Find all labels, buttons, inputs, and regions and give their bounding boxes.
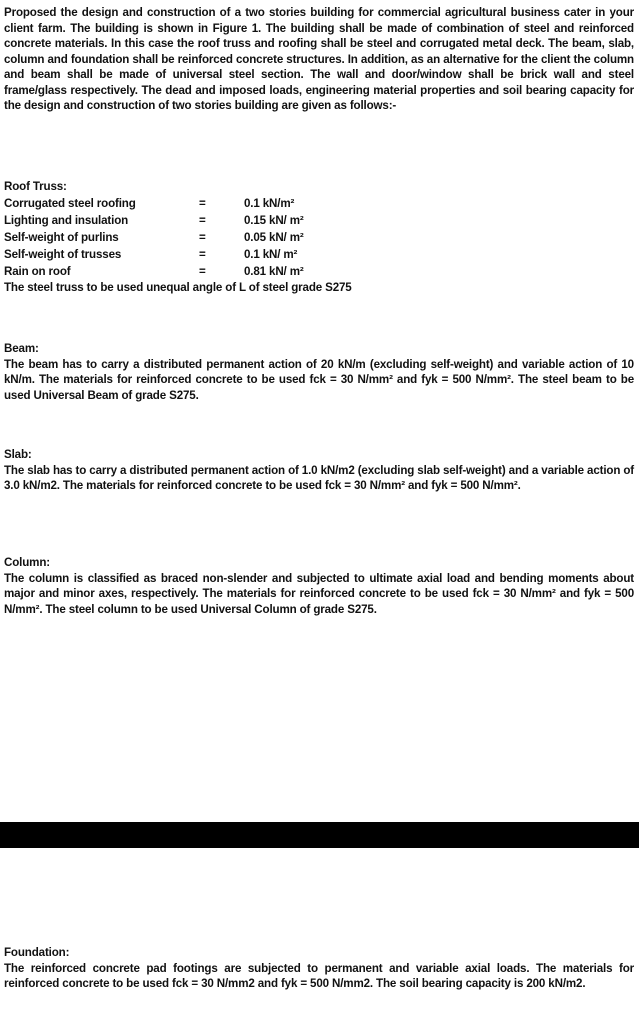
load-row xyxy=(4,212,634,229)
beam-section xyxy=(4,341,634,403)
load-value: 0.1 kN/m² xyxy=(244,196,295,210)
equals-sign: = xyxy=(199,213,206,227)
column-heading: Column: xyxy=(4,556,50,569)
roof-truss-section xyxy=(4,179,634,295)
load-name: Self-weight of trusses xyxy=(4,247,122,261)
foundation-heading: Foundation: xyxy=(4,946,70,959)
beam-text: The beam has to carry a distributed permanent action of 20 kN/m (excluding self-weight) and variable action of 10 kN/m. The materials for reinforced concrete to be used fck = 30 N/mm² and fyk = 500 N/mm². The steel beam to be used Universal Beam of grade S275. xyxy=(4,357,634,402)
load-value: 0.1 kN/ m² xyxy=(244,247,298,261)
load-row xyxy=(4,195,634,212)
slab-section xyxy=(4,447,634,494)
intro-paragraph: Proposed the design and construction of a two stories building for commercial agricultural business cater in your client farm. The building is shown in Figure 1. The building shall be made of combination of steel and reinforced concrete materials. In this case the roof truss and roofing shall be steel and corrugated metal deck. The beam, slab, column and foundation shall be reinforced concrete structures. In addition, as an alternative for the client the column and beam shall be made of universal steel section. The wall and door/window shall be brick wall and steel frame/glass respectively. The dead and imposed loads, engineering material properties and soil bearing capacity for the design and construction of two stories building are given as follows:- xyxy=(4,6,634,112)
load-row xyxy=(4,246,634,263)
column-section xyxy=(4,555,634,617)
black-divider-band xyxy=(0,822,639,848)
load-value: 0.15 kN/ m² xyxy=(244,213,304,227)
roof-truss-note: The steel truss to be used unequal angle of L of steel grade S275 xyxy=(4,280,352,294)
slab-heading: Slab: xyxy=(4,448,32,461)
load-value: 0.05 kN/ m² xyxy=(244,230,304,244)
equals-sign: = xyxy=(199,264,206,278)
equals-sign: = xyxy=(199,230,206,244)
slab-text: The slab has to carry a distributed permanent action of 1.0 kN/m2 (excluding slab self-weight) and a variable action of 3.0 kN/m2. The materials for reinforced concrete to be used fck = 30 N/mm² and fyk = 500 N/mm². xyxy=(4,463,634,492)
load-name: Rain on roof xyxy=(4,264,71,278)
equals-sign: = xyxy=(199,196,206,210)
foundation-section xyxy=(4,945,634,992)
equals-sign: = xyxy=(199,247,206,261)
load-row xyxy=(4,263,634,280)
load-name: Lighting and insulation xyxy=(4,213,129,227)
load-name: Self-weight of purlins xyxy=(4,230,119,244)
column-text: The column is classified as braced non-slender and subjected to ultimate axial load and bending moments about major and minor axes, respectively. The materials for reinforced concrete to be used fck = 30 N/mm² and fyk = 500 N/mm². The steel column to be used Universal Column of grade S275. xyxy=(4,571,634,616)
load-name: Corrugated steel roofing xyxy=(4,196,136,210)
beam-heading: Beam: xyxy=(4,342,39,355)
foundation-text: The reinforced concrete pad footings are subjected to permanent and variable axial loads. The materials for reinforced concrete to be used fck = 30 N/mm2 and fyk = 500 N/mm2. The soil bearing capacity is 200 kN/m2. xyxy=(4,961,634,990)
load-row xyxy=(4,229,634,246)
roof-truss-heading: Roof Truss: xyxy=(4,180,67,193)
load-value: 0.81 kN/ m² xyxy=(244,264,304,278)
